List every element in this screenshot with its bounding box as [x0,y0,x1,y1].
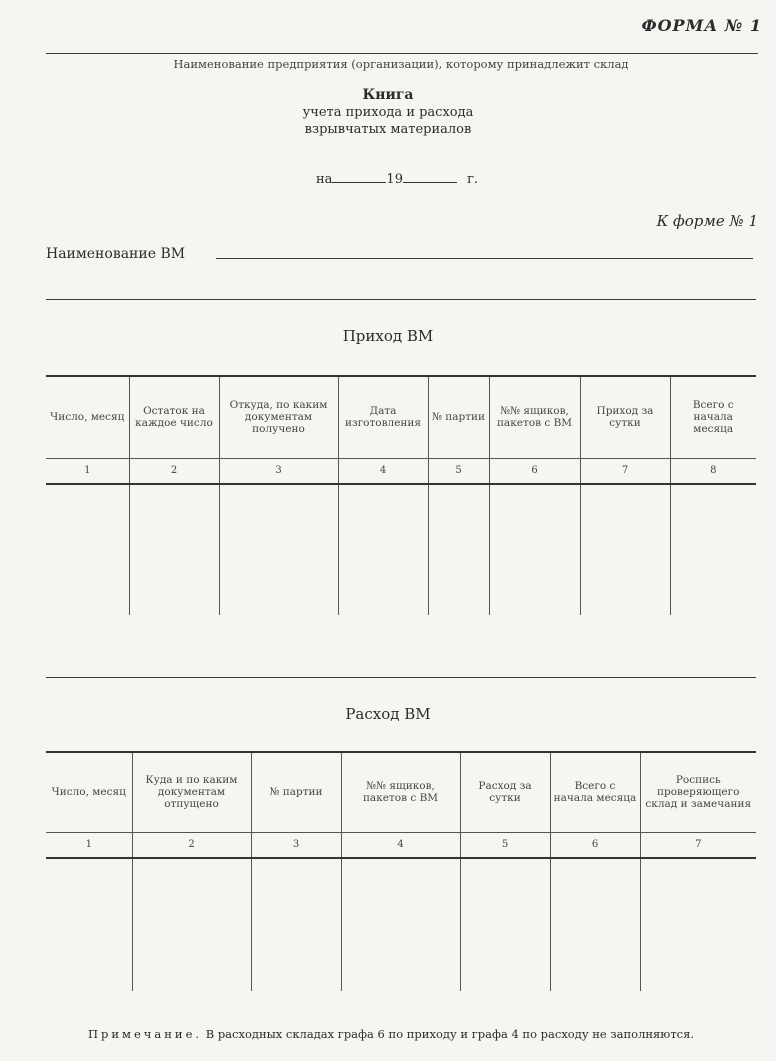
expense-col-number: 2 [132,832,251,858]
expense-header-destination: Куда и по каким документам отпущено [132,752,251,832]
expense-col-number: 4 [341,832,460,858]
period-suffix: г. [467,172,479,187]
income-cell [580,484,670,615]
vm-name-line-2 [46,299,756,300]
expense-cell [550,858,640,991]
period-year: 19 [386,172,403,187]
org-name-caption: Наименование предприятия (организации), которому принадлежит склад [173,57,629,71]
income-header-manufacture-date: Дата изготовления [338,376,428,458]
footnote-text: В расходных складах графа 6 по приходу и графа 4 по расходу не заполняются. [205,1027,695,1041]
expense-cell [460,858,550,991]
to-form-label: К форме № 1 [656,212,758,230]
income-header-daily: Приход за сутки [580,376,670,458]
expense-col-number: 5 [460,832,550,858]
income-cell [428,484,489,615]
expense-col-number: 3 [251,832,341,858]
expense-col-number: 6 [550,832,640,858]
book-title [0,87,776,138]
expense-header-boxes: №№ ящиков, пакетов с ВМ [341,752,460,832]
title-line-3: взрывчатых материалов [304,122,472,137]
expense-cell [132,858,251,991]
income-col-number: 8 [670,458,756,484]
income-header-balance: Остаток на каждое число [129,376,219,458]
expense-header-month-total: Всего с начала месяца [550,752,640,832]
income-col-number: 5 [428,458,489,484]
income-col-number: 7 [580,458,670,484]
income-col-number: 1 [46,458,129,484]
period-line [316,171,478,187]
income-cell [46,484,129,615]
income-cell [670,484,756,615]
income-header-source: Откуда, по каким документам получено [219,376,338,458]
expense-col-number: 1 [46,832,132,858]
period-prefix: на [316,172,333,187]
title-line-1: Книга [362,87,414,103]
period-blank-2 [403,171,457,183]
income-header-boxes: №№ ящиков, пакетов с ВМ [489,376,580,458]
income-cell [129,484,219,615]
income-header-batch: № партии [428,376,489,458]
income-col-number: 3 [219,458,338,484]
expense-col-number: 7 [640,832,756,858]
expense-cell [46,858,132,991]
income-col-number: 2 [129,458,219,484]
expense-title: Расход ВМ [345,705,431,723]
form-number: ФОРМА № 1 [641,16,762,35]
expense-header-signature: Роспись проверяющего склад и замечания [640,752,756,832]
expense-header-daily: Расход за сутки [460,752,550,832]
title-line-2: учета прихода и расхода [302,105,474,120]
income-col-number: 6 [489,458,580,484]
expense-header-date: Число, месяц [46,752,132,832]
expense-cell [640,858,756,991]
period-blank-1 [332,171,386,183]
income-cell [489,484,580,615]
expense-cell [251,858,341,991]
income-table [46,375,756,615]
expense-table [46,751,756,991]
income-header-month-total: Всего с начала месяца [670,376,756,458]
footnote-label: Примечание. [88,1027,203,1041]
org-name-line [46,53,758,54]
income-cell [219,484,338,615]
expense-header-batch: № партии [251,752,341,832]
footnote [40,1027,765,1042]
vm-name-label: Наименование ВМ [46,246,186,262]
income-title: Приход ВМ [342,327,434,345]
vm-name-line [216,258,753,259]
section-divider [46,677,756,678]
expense-cell [341,858,460,991]
income-cell [338,484,428,615]
income-col-number: 4 [338,458,428,484]
income-header-date: Число, месяц [46,376,129,458]
